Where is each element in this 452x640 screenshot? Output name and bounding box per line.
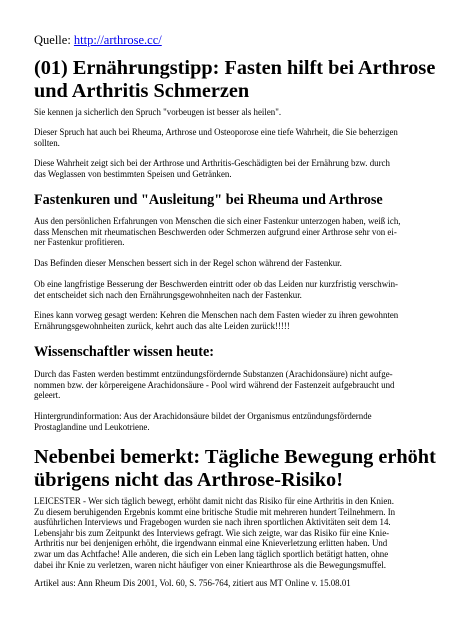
paragraph	[34, 279, 434, 300]
source-link[interactable]: http://arthrose.cc/	[73, 33, 162, 47]
paragraph-line: Durch das Fasten werden bestimmt entzündungsfördernde Substanzen (Arachidonsäure) nicht aufge-	[34, 369, 393, 379]
paragraph-line: Hintergrundinformation: Aus der Arachidonsäure bildet der Organismus entzündungsfördernde	[34, 411, 372, 421]
paragraph-line: Sie kennen ja sicherlich den Spruch "vorbeugen ist besser als heilen".	[34, 107, 282, 117]
paragraph-line: zwar um das Achtfache! Alle anderen, die sich ein Leben lang täglich sportlich betätigt hatten, ohne	[34, 548, 389, 559]
paragraph-line: geleert.	[34, 390, 61, 401]
paragraph-line: Prostaglandine und Leukotriene.	[34, 421, 150, 432]
paragraph-line: Ob eine langfristige Besserung der Beschwerden eintritt oder ob das Leiden nur kurzfristig verschwin-	[34, 279, 399, 289]
paragraph-line: LEICESTER - Wer sich täglich bewegt, erhöht damit nicht das Risiko für eine Arthritis in den Knien.	[34, 496, 394, 506]
paragraph	[34, 158, 434, 179]
main-title-line: (01) Ernährungstipp: Fasten hilft bei Arthrose	[34, 57, 436, 79]
paragraph	[34, 369, 434, 401]
paragraph	[34, 216, 434, 248]
section-heading: Fastenkuren und "Ausleitung" bei Rheuma und Arthrose	[34, 192, 383, 208]
paragraph-line: dass Menschen mit rheumatischen Beschwerden oder Schmerzen aufgrund einer Arthrose sehr von ei-	[34, 226, 397, 237]
secondary-title-line: Nebenbei bemerkt: Tägliche Bewegung erhöht	[34, 446, 436, 468]
paragraph-line: sollten.	[34, 137, 60, 148]
paragraph	[34, 258, 434, 269]
paragraph-line: Eines kann vorweg gesagt werden: Kehren die Menschen nach dem Fasten wieder zu ihren gewohnten	[34, 310, 399, 320]
paragraph	[34, 578, 434, 589]
paragraph-line: Zu diesem beruhigenden Ergebnis kommt eine britische Studie mit mehreren hundert Teilnehmern. In	[34, 506, 396, 517]
paragraph-line: Diese Wahrheit zeigt sich bei der Arthrose und Arthritis-Geschädigten bei der Ernährung bzw. durch	[34, 158, 390, 168]
paragraph	[34, 496, 434, 570]
paragraph-line: das Weglassen von bestimmten Speisen und Getränken.	[34, 168, 232, 179]
paragraph-line: ausführlichen Interviews und Fragebogen wurden sie nach ihren sportlichen Aktivitäten seit dem 14.	[34, 517, 391, 528]
paragraph-line: det entscheidet sich nach den Ernährungsgewohnheiten nach der Fastenkur.	[34, 289, 302, 300]
paragraph-line: ner Fastenkur profitieren.	[34, 237, 125, 248]
paragraph	[34, 127, 434, 148]
section-heading: Wissenschaftler wissen heute:	[34, 344, 214, 360]
source-line	[34, 33, 162, 48]
paragraph-line: Lebensjahr bis zum Zeitpunkt des Interviews gefragt. Wie sich zeigte, war das Risiko für eine Knie-	[34, 527, 390, 538]
paragraph-line: dabei ihr Knie zu verletzen, waren nicht häufiger von einer Kniearthrose als die Bewegungsmuffel.	[34, 559, 386, 570]
paragraph-line: Aus den persönlichen Erfahrungen von Menschen die sich einer Fastenkur unterzogen haben, weiß ich,	[34, 216, 401, 226]
paragraph-line: Artikel aus: Ann Rheum Dis 2001, Vol. 60, S. 756-764, zitiert aus MT Online v. 15.08.01	[34, 578, 351, 588]
main-title	[34, 57, 436, 103]
paragraph	[34, 411, 434, 432]
paragraph-line: Das Befinden dieser Menschen bessert sich in der Regel schon während der Fastenkur.	[34, 258, 342, 268]
source-label: Quelle:	[34, 33, 74, 47]
paragraph-line: Dieser Spruch hat auch bei Rheuma, Arthrose und Osteoporose eine tiefe Wahrheit, die Sie beherzigen	[34, 127, 398, 137]
paragraph-line: Ernährungsgewohnheiten zurück, kehrt auch das alte Leiden zurück!!!!!	[34, 320, 290, 331]
paragraph-line: nommen bzw. der körpereigene Arachidonsäure - Pool wird während der Fastenzeit aufgebraucht und	[34, 379, 395, 390]
main-title-line: und Arthritis Schmerzen	[34, 80, 250, 102]
paragraph	[34, 310, 434, 331]
secondary-title-line: übrigens nicht das Arthrose-Risiko!	[34, 469, 343, 491]
paragraph-line: Arthritis nur bei denjenigen erhöht, die irgendwann einmal eine Knieverletzung erlitten haben. Und	[34, 538, 388, 549]
secondary-title	[34, 446, 436, 492]
paragraph	[34, 107, 434, 118]
